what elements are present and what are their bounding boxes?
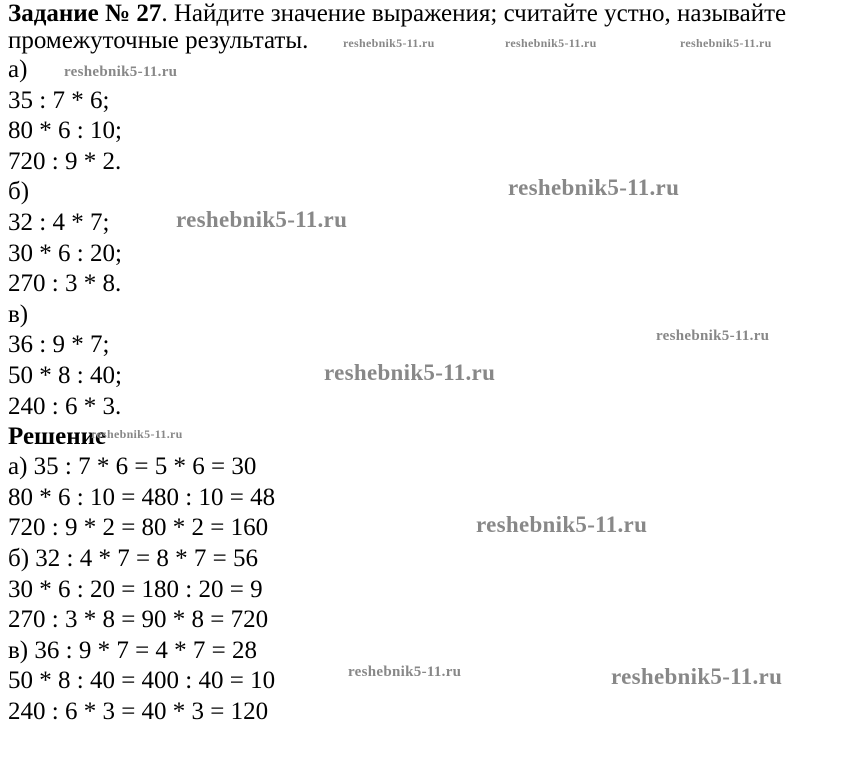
exercise-label-a: а) <box>8 56 28 83</box>
exercise-line: 36 : 9 * 7; <box>8 331 110 359</box>
solution-line: 720 : 9 * 2 = 80 * 2 = 160 <box>8 514 269 542</box>
watermark: reshebnik5-11.ru <box>505 36 597 50</box>
exercise-line: 30 * 6 : 20; <box>8 239 122 267</box>
watermark: reshebnik5-11.ru <box>91 427 183 441</box>
solution-line: 80 * 6 : 10 = 480 : 10 = 48 <box>8 483 276 511</box>
exercise-line: 80 * 6 : 10; <box>8 117 122 145</box>
watermark: reshebnik5-11.ru <box>324 360 496 385</box>
solution-line: а) 35 : 7 * 6 = 5 * 6 = 30 <box>8 453 257 481</box>
solution-line: в) 36 : 9 * 7 = 4 * 7 = 28 <box>8 636 258 664</box>
solution-line: 240 : 6 * 3 = 40 * 3 = 120 <box>8 697 269 725</box>
watermark: reshebnik5-11.ru <box>611 664 783 689</box>
watermark: reshebnik5-11.ru <box>64 64 178 80</box>
solution-line: 270 : 3 * 8 = 90 * 8 = 720 <box>8 606 269 634</box>
exercise-label-v: в) <box>8 300 29 328</box>
solution-line: б) 32 : 4 * 7 = 8 * 7 = 56 <box>8 544 258 572</box>
exercise-line: 35 : 7 * 6; <box>8 86 110 114</box>
exercise-line: 240 : 6 * 3. <box>8 392 122 420</box>
watermark: reshebnik5-11.ru <box>476 512 648 537</box>
solution-line: 30 * 6 : 20 = 180 : 20 = 9 <box>8 575 263 603</box>
watermark: reshebnik5-11.ru <box>176 207 348 232</box>
task-title <box>8 0 853 27</box>
solution-line: 50 * 8 : 40 = 400 : 40 = 10 <box>8 667 276 695</box>
task-number: Задание № 27 <box>8 0 162 27</box>
watermark: reshebnik5-11.ru <box>508 175 680 200</box>
watermark: reshebnik5-11.ru <box>680 36 772 50</box>
exercise-line: 50 * 8 : 40; <box>8 361 122 389</box>
watermark: reshebnik5-11.ru <box>656 328 770 344</box>
exercise-line: 32 : 4 * 7; <box>8 208 110 236</box>
task-text-continued: промежуточные результаты. <box>8 27 309 54</box>
solution-heading: Решение <box>8 423 107 451</box>
watermark: reshebnik5-11.ru <box>343 36 435 50</box>
exercise-line: 270 : 3 * 8. <box>8 270 122 298</box>
exercise-line: 720 : 9 * 2. <box>8 147 122 175</box>
watermark: reshebnik5-11.ru <box>348 664 462 680</box>
task-text: . Найдите значение выражения; считайте устно, называйте <box>161 0 787 27</box>
exercise-label-b: б) <box>8 178 30 206</box>
